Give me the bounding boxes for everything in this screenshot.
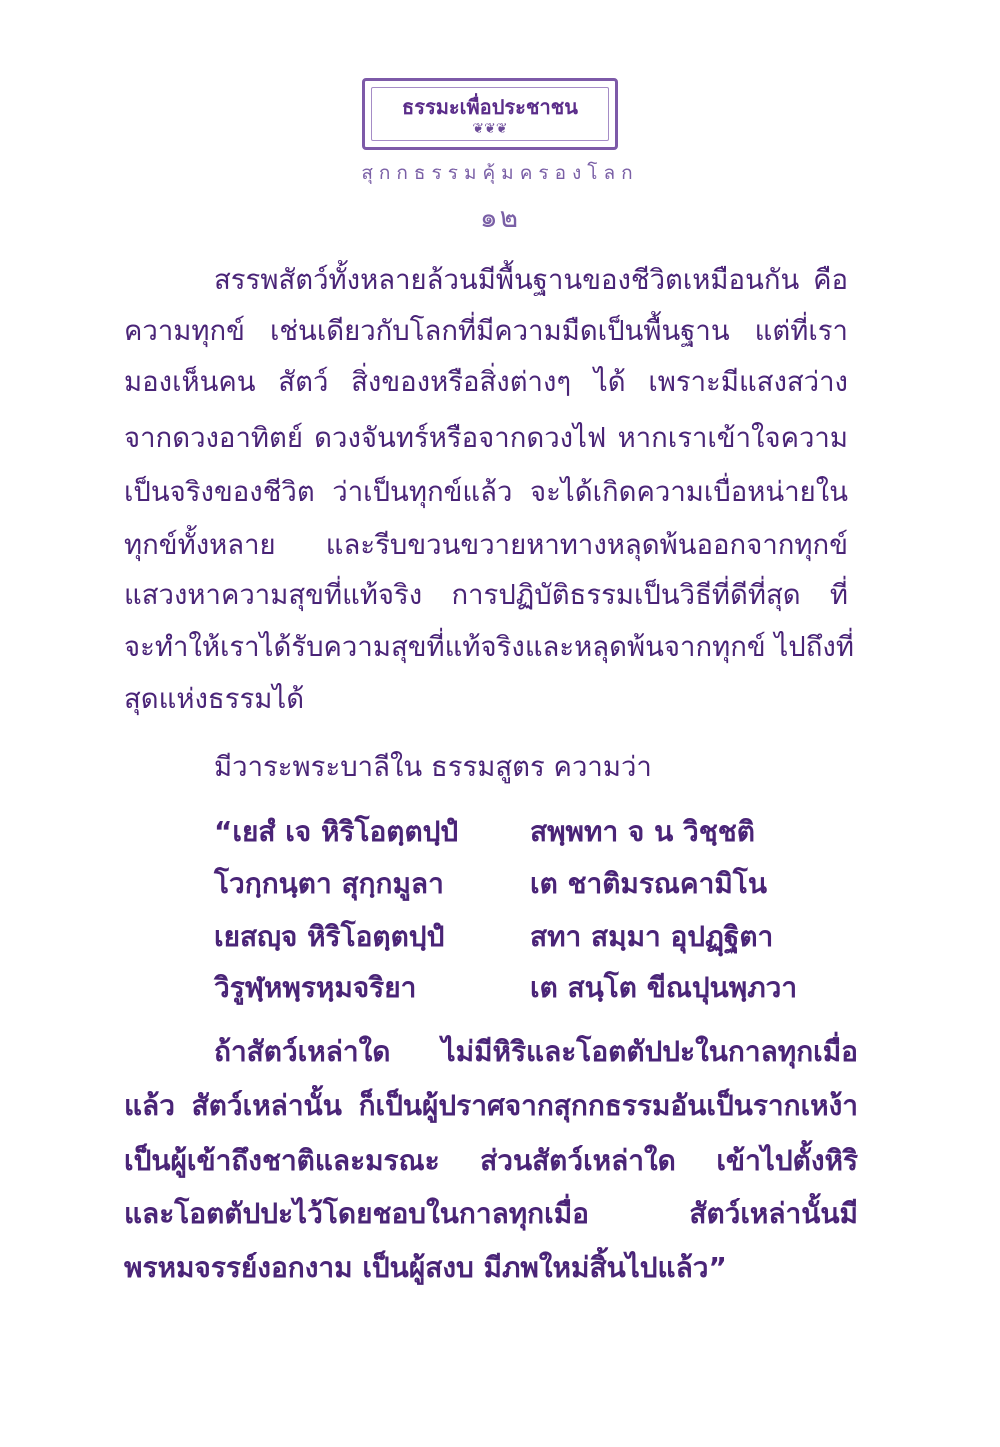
verse-left: “เยสํ เจ หิริโอตฺตปฺปํ <box>214 815 459 848</box>
paragraph-line: มองเห็นคน สัตว์ สิ่งของหรือสิ่งต่างๆ ได้ เพราะมีแสงสว่าง <box>124 366 848 398</box>
header-logo <box>362 78 618 150</box>
intro-line: มีวาระพระบาลีใน ธรรมสูตร ความว่า <box>214 751 652 783</box>
paragraph-line: สุดแห่งธรรมได้ <box>124 683 305 715</box>
translation-line: พรหมจรรย์งอกงาม เป็นผู้สงบ มีภพใหม่สิ้นไปแล้ว” <box>124 1251 727 1284</box>
translation-line: แล้ว สัตว์เหล่านั้น ก็เป็นผู้ปราศจากสุกกธรรมอันเป็นรากเหง้า <box>124 1089 858 1122</box>
translation-line: และโอตตัปปะไว้โดยชอบในกาลทุกเมื่อ สัตว์เหล่านั้นมี <box>124 1197 858 1230</box>
paragraph-line: เป็นจริงของชีวิต ว่าเป็นทุกข์แล้ว จะได้เกิดความเบื่อหน่ายใน <box>124 476 848 508</box>
logo-ornament-icon: ❦❦❦ <box>472 121 508 137</box>
logo-text: ธรรมะเพื่อประชาชน <box>402 95 578 119</box>
verse-right: สพฺพทา จ น วิชฺชติ <box>530 815 755 848</box>
paragraph-line: จากดวงอาทิตย์ ดวงจันทร์หรือจากดวงไฟ หากเราเข้าใจความ <box>124 422 848 454</box>
page-number: ๑๒ <box>479 201 521 234</box>
paragraph-line: ความทุกข์ เช่นเดียวกับโลกที่มีความมืดเป็นพื้นฐาน แต่ที่เรา <box>124 315 848 347</box>
paragraph-line: สรรพสัตว์ทั้งหลายล้วนมีพื้นฐานของชีวิตเหมือนกัน คือ <box>214 264 848 296</box>
paragraph-line: ทุกข์ทั้งหลาย และรีบขวนขวายหาทางหลุดพ้นออกจากทุกข์ <box>124 529 848 561</box>
verse-left: วิรูฬฺหพฺรหฺมจริยา <box>214 971 417 1004</box>
paragraph-line: แสวงหาความสุขที่แท้จริง การปฏิบัติธรรมเป็นวิธีที่ดีที่สุด ที่ <box>124 579 848 611</box>
verse-right: เต สนฺโต ขีณปุนพฺภวา <box>530 971 798 1004</box>
verse-right: สทา สมฺมา อุปฏฺฐิตา <box>530 920 774 953</box>
verse-left: เยสญฺจ หิริโอตฺตปฺปํ <box>214 920 445 953</box>
verse-left: โวกฺกนฺตา สุกฺกมูลา <box>214 867 444 900</box>
translation-line: ถ้าสัตว์เหล่าใด ไม่มีหิริและโอตตัปปะในกาลทุกเมื่อ <box>214 1035 858 1068</box>
paragraph-line: จะทำให้เราได้รับความสุขที่แท้จริงและหลุดพ้นจากทุกข์ ไปถึงที่ <box>124 631 854 663</box>
translation-line: เป็นผู้เข้าถึงชาติและมรณะ ส่วนสัตว์เหล่าใด เข้าไปตั้งหิริ <box>124 1144 858 1177</box>
book-title: สุกกธรรมคุ้มครองโลก <box>361 162 639 184</box>
verse-right: เต ชาติมรณคามิโน <box>530 867 767 900</box>
